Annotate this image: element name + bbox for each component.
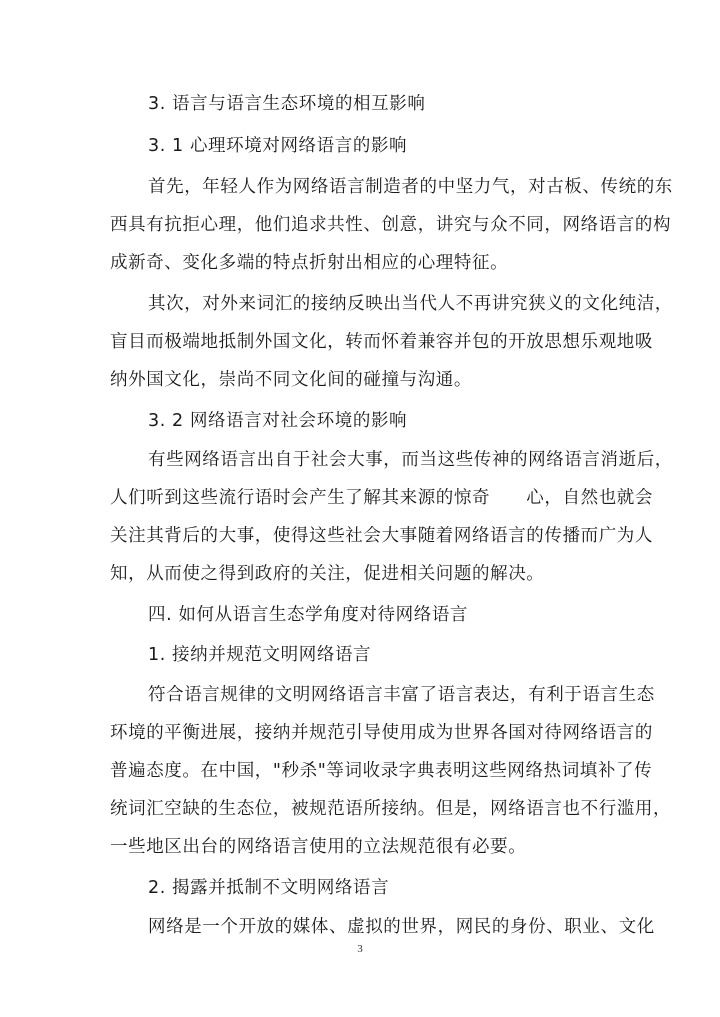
paragraph-line: 成新奇、变化多端的特点折射出相应的心理特征。 [110,253,509,273]
paragraph-line: 网络是一个开放的媒体、虚拟的世界，网民的身份、职业、文化 [148,917,655,937]
paragraph-line: 关注其背后的大事，使得这些社会大事随着网络语言的传播而广为人 [110,526,653,546]
paragraph-line: 普遍态度。在中国，"秒杀"等词收录字典表明这些网络热词填补了传 [110,761,653,781]
paragraph-line: 首先，年轻人作为网络语言制造者的中坚力气，对古板、传统的东 [148,177,673,197]
subsection-heading-2: 2. 揭露并抵制不文明网络语言 [148,878,390,898]
paragraph-line: 一些地区出台的网络语言使用的立法规范很有必要。 [110,837,527,857]
section-heading-4: 四. 如何从语言生态学角度对待网络语言 [148,605,469,625]
paragraph-line: 其次，对外来词汇的接纳反映出当代人不再讲究狭义的文化纯洁， [148,294,673,314]
paragraph-line: 人们听到这些流行语时会产生了解其来源的惊奇 心，自然也就会 [110,488,653,508]
paragraph-line: 盲目而极端地抵制外国文化，转而怀着兼容并包的开放思想乐观地吸 [110,332,653,352]
subsection-heading-3-1: 3. 1 心理环境对网络语言的影响 [148,136,408,156]
paragraph-line: 环境的平衡进展，接纳并规范引导使用成为世界各国对待网络语言的 [110,723,653,743]
paragraph-line: 知，从而使之得到政府的关注，促进相关问题的解决。 [110,564,545,584]
subsection-heading-3-2: 3. 2 网络语言对社会环境的影响 [148,411,408,431]
page-number: 3 [357,943,363,955]
paragraph-line: 有些网络语言出自于社会大事，而当这些传神的网络语言消逝后， [148,450,673,470]
subsection-heading-1: 1. 接纳并规范文明网络语言 [148,645,372,665]
paragraph-line: 统词汇空缺的生态位，被规范语所接纳。但是，网络语言也不行滥用， [110,799,672,819]
section-heading-3: 3. 语言与语言生态环境的相互影响 [148,94,426,114]
paragraph-line: 西具有抗拒心理，他们追求共性、创意，讲究与众不同，网络语言的构 [110,215,672,235]
paragraph-line: 符合语言规律的文明网络语言丰富了语言表达，有利于语言生态 [148,685,655,705]
paragraph-line: 纳外国文化，崇尚不同文化间的碰撞与沟通。 [110,370,472,390]
